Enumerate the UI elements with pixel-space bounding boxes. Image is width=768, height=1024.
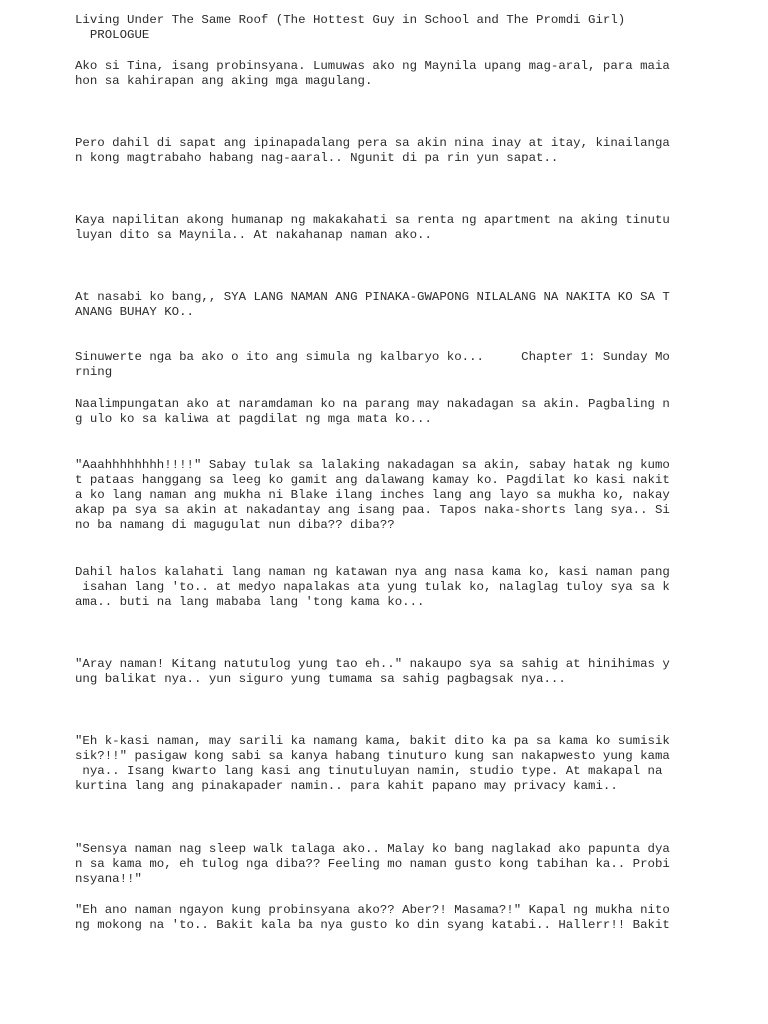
- paragraph-line: "Aray naman! Kitang natutulog yung tao eh.." nakaupo sya sa sahig at hinihimas y: [75, 657, 670, 671]
- paragraph-line: akap pa sya sa akin at nakadantay ang isang paa. Tapos naka-shorts lang sya.. Si: [75, 503, 670, 517]
- paragraph-line: isahan lang 'to.. at medyo napalakas ata yung tulak ko, nalaglag tuloy sya sa k: [75, 580, 670, 594]
- paragraph-line: no ba namang di magugulat nun diba?? diba??: [75, 518, 395, 532]
- paragraph-line: ng mokong na 'to.. Bakit kala ba nya gusto ko din syang katabi.. Hallerr!! Bakit: [75, 918, 670, 932]
- paragraph-line: Kaya napilitan akong humanap ng makakahati sa renta ng apartment na aking tinutu: [75, 213, 670, 227]
- paragraph-line: sik?!!" pasigaw kong sabi sa kanya habang tinuturo kung san nakapwesto yung kama: [75, 749, 670, 763]
- paragraph-line: nsyana!!": [75, 872, 142, 886]
- paragraph-line: "Eh k-kasi naman, may sarili ka namang kama, bakit dito ka pa sa kama ko sumisik: [75, 734, 670, 748]
- paragraph-line: n sa kama mo, eh tulog nga diba?? Feeling mo naman gusto kong tabihan ka.. Probi: [75, 857, 670, 871]
- paragraph-line: ung balikat nya.. yun siguro yung tumama sa sahig pagbagsak nya...: [75, 672, 566, 686]
- paragraph-line: Sinuwerte nga ba ako o ito ang simula ng kalbaryo ko... Chapter 1: Sunday Mo: [75, 350, 670, 364]
- paragraph-line: Dahil halos kalahati lang naman ng katawan nya ang nasa kama ko, kasi naman pang: [75, 565, 670, 579]
- paragraph-line: kurtina lang ang pinakapader namin.. para kahit papano may privacy kami..: [75, 779, 618, 793]
- paragraph-line: At nasabi ko bang,, SYA LANG NAMAN ANG PINAKA-GWAPONG NILALANG NA NAKITA KO SA T: [75, 290, 670, 304]
- paragraph-line: rning: [75, 365, 113, 379]
- paragraph-line: g ulo ko sa kaliwa at pagdilat ng mga mata ko...: [75, 412, 432, 426]
- paragraph-line: ANANG BUHAY KO..: [75, 305, 194, 319]
- paragraph-line: ama.. buti na lang mababa lang 'tong kama ko...: [75, 595, 425, 609]
- paragraph-line: Naalimpungatan ako at naramdaman ko na parang may nakadagan sa akin. Pagbaling n: [75, 397, 670, 411]
- paragraph-line: Ako si Tina, isang probinsyana. Lumuwas ako ng Maynila upang mag-aral, para maia: [75, 59, 670, 73]
- paragraph-line: Pero dahil di sapat ang ipinapadalang pera sa akin nina inay at itay, kinailanga: [75, 136, 670, 150]
- paragraph-line: "Eh ano naman ngayon kung probinsyana ako?? Aber?! Masama?!" Kapal ng mukha nito: [75, 903, 670, 917]
- paragraph-line: t pataas hanggang sa leeg ko gamit ang dalawang kamay ko. Pagdilat ko kasi nakit: [75, 473, 670, 487]
- paragraph-line: nya.. Isang kwarto lang kasi ang tinutuluyan namin, studio type. At makapal na: [75, 764, 663, 778]
- paragraph-line: a ko lang naman ang mukha ni Blake ilang inches lang ang layo sa mukha ko, nakay: [75, 488, 670, 502]
- paragraph-line: hon sa kahirapan ang aking mga magulang.: [75, 74, 373, 88]
- paragraph-line: "Aaahhhhhhhh!!!!" Sabay tulak sa lalaking nakadagan sa akin, sabay hatak ng kumo: [75, 458, 670, 472]
- paragraph-line: n kong magtrabaho habang nag-aaral.. Ngunit di pa rin yun sapat..: [75, 151, 559, 165]
- paragraph-line: luyan dito sa Maynila.. At nakahanap naman ako..: [75, 228, 432, 242]
- document-title: Living Under The Same Roof (The Hottest Guy in School and The Promdi Girl): [75, 13, 626, 27]
- paragraph-line: "Sensya naman nag sleep walk talaga ako.. Malay ko bang naglakad ako papunta dya: [75, 842, 670, 856]
- prologue-heading: PROLOGUE: [75, 28, 150, 42]
